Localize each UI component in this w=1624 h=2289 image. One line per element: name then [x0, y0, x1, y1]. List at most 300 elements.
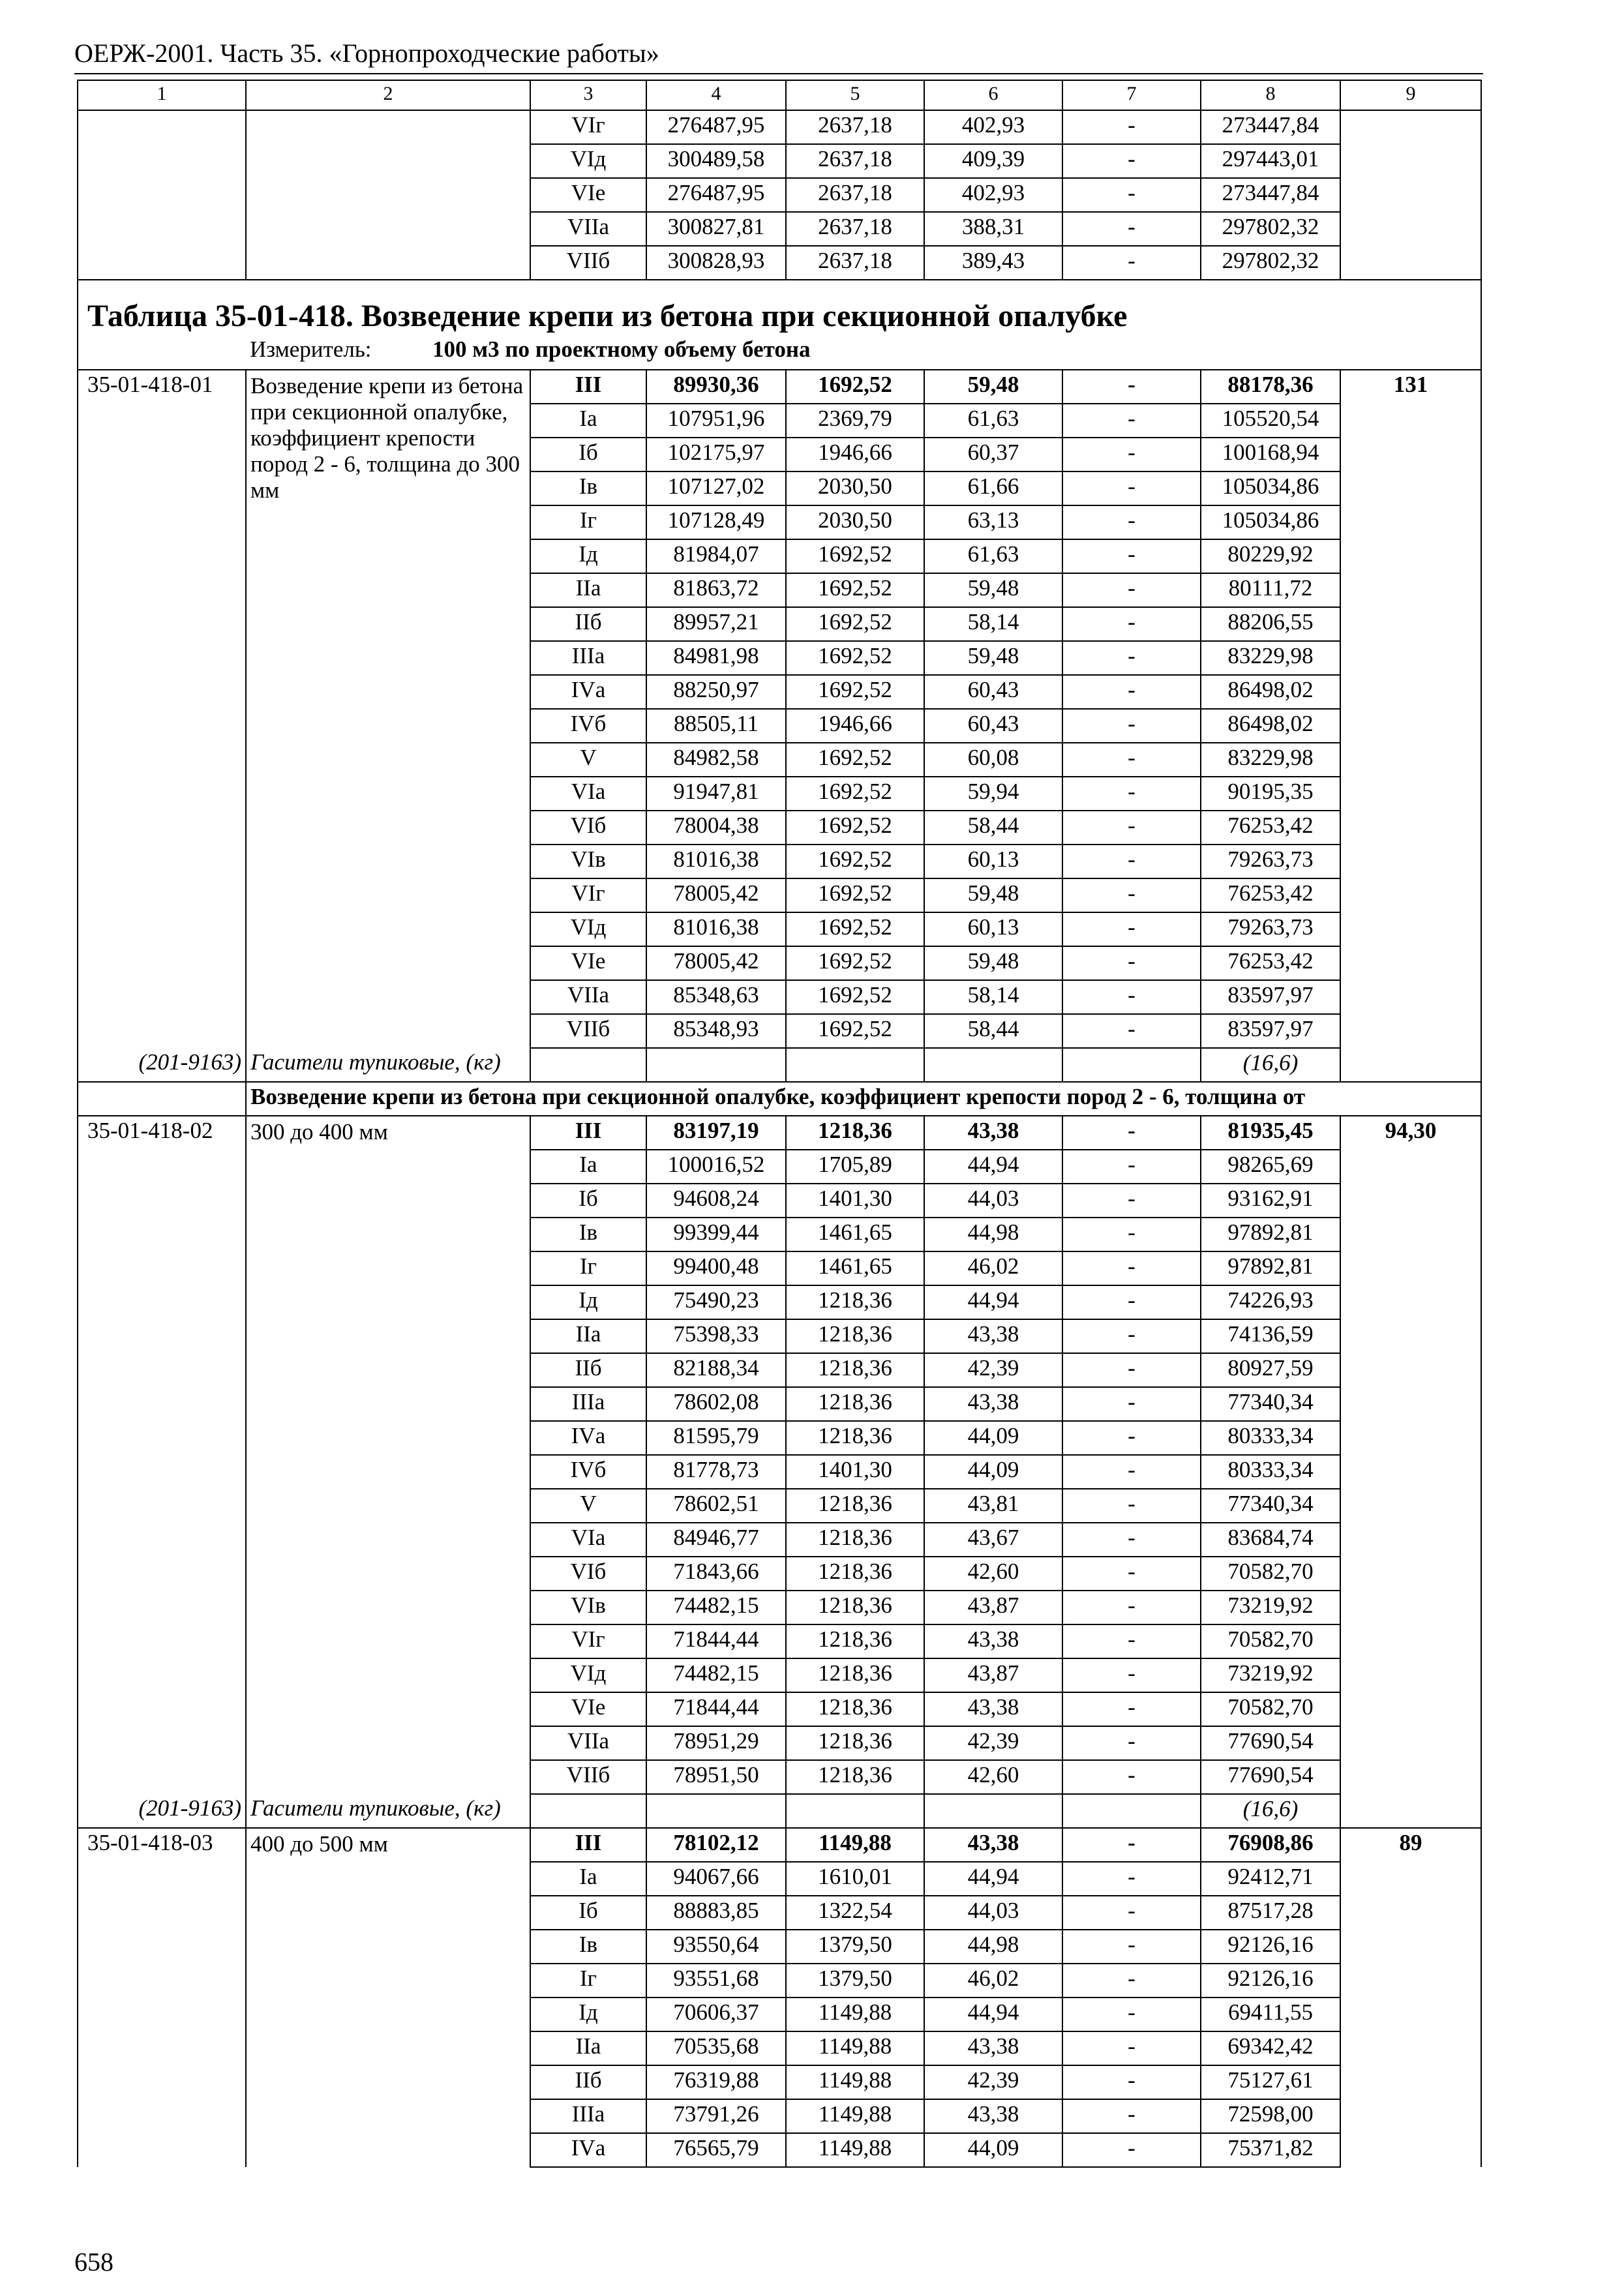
code-cell: [78, 1387, 246, 1421]
code-cell: [78, 110, 246, 144]
value-cell-c7: -: [1062, 811, 1201, 845]
value-cell-c5: 2637,18: [786, 178, 924, 212]
resource-empty: [646, 1794, 786, 1828]
value-cell-c6: 43,38: [924, 1692, 1062, 1726]
value-cell-c7: -: [1062, 178, 1201, 212]
value-cell-c5: 2637,18: [786, 144, 924, 178]
code-cell: [78, 811, 246, 845]
value-cell-c7: -: [1062, 743, 1201, 777]
zone-cell: IIб: [530, 1353, 646, 1387]
value-cell-c8: 297443,01: [1201, 144, 1340, 178]
value-cell-c5: 1149,88: [786, 1997, 924, 2031]
value-cell-c5: 1218,36: [786, 1353, 924, 1387]
value-cell-c7: -: [1062, 1828, 1201, 1862]
zone-cell: VIе: [530, 946, 646, 980]
value-cell-c6: 61,63: [924, 539, 1062, 573]
value-cell-c8: 97892,81: [1201, 1218, 1340, 1251]
value-cell-c8: 97892,81: [1201, 1251, 1340, 1285]
value-cell-c7: -: [1062, 1624, 1201, 1658]
zone-cell: VIIб: [530, 1014, 646, 1048]
value-cell-c7: -: [1062, 1726, 1201, 1760]
norm-cell: [1340, 144, 1481, 178]
code-cell: [78, 539, 246, 573]
code-cell: [78, 573, 246, 607]
table-row: [78, 110, 1481, 144]
value-cell-c8: 80229,92: [1201, 539, 1340, 573]
code-cell: [78, 1624, 246, 1658]
norm-cell: [1340, 845, 1481, 878]
value-cell-c6: 44,94: [924, 1285, 1062, 1319]
code-cell: [78, 1421, 246, 1455]
value-cell-c6: 43,87: [924, 1591, 1062, 1624]
value-cell-c4: 81016,38: [646, 845, 786, 878]
column-numbers-row: [78, 80, 1481, 110]
norm-cell: [1340, 709, 1481, 743]
value-cell-c8: 79263,73: [1201, 845, 1340, 878]
value-cell-c5: 2030,50: [786, 505, 924, 539]
code-cell: [78, 2099, 246, 2133]
value-cell-c6: 43,38: [924, 2031, 1062, 2065]
norm-cell: [1340, 404, 1481, 438]
value-cell-c8: 70582,70: [1201, 1692, 1340, 1726]
value-cell-c7: -: [1062, 2133, 1201, 2167]
zone-cell: Iд: [530, 539, 646, 573]
code-cell: [78, 607, 246, 641]
norm-cell: [1340, 2031, 1481, 2065]
zone-cell: Iг: [530, 1251, 646, 1285]
value-cell-c8: 69411,55: [1201, 1997, 1340, 2031]
code-cell: [78, 946, 246, 980]
value-cell-c8: 273447,84: [1201, 110, 1340, 144]
table-row: [78, 178, 1481, 212]
value-cell-c6: 43,38: [924, 1828, 1062, 1862]
value-cell-c8: 70582,70: [1201, 1624, 1340, 1658]
norm-cell: [1340, 573, 1481, 607]
zone-cell: VIIб: [530, 1760, 646, 1794]
value-cell-c8: 76253,42: [1201, 811, 1340, 845]
value-cell-c4: 88505,11: [646, 709, 786, 743]
description-cell: 300 до 400 мм: [246, 1116, 530, 1794]
value-cell-c4: 78102,12: [646, 1828, 786, 1862]
value-cell-c4: 88250,97: [646, 675, 786, 709]
zone-cell: VIе: [530, 178, 646, 212]
value-cell-c6: 44,09: [924, 1421, 1062, 1455]
value-cell-c7: -: [1062, 2065, 1201, 2099]
code-cell: [78, 1218, 246, 1251]
value-cell-c5: 1692,52: [786, 878, 924, 912]
value-cell-c4: 78005,42: [646, 878, 786, 912]
zone-cell: Iб: [530, 438, 646, 471]
description-cell: [246, 246, 530, 280]
column-number: 9: [1340, 80, 1481, 110]
value-cell-c4: 78005,42: [646, 946, 786, 980]
norm-cell: [1340, 811, 1481, 845]
code-cell: [78, 1692, 246, 1726]
value-cell-c7: -: [1062, 573, 1201, 607]
zone-cell: III: [530, 1116, 646, 1150]
value-cell-c8: 92126,16: [1201, 1930, 1340, 1964]
table-row: [78, 144, 1481, 178]
code-cell: [78, 1353, 246, 1387]
value-cell-c5: 1218,36: [786, 1591, 924, 1624]
value-cell-c5: 1692,52: [786, 912, 924, 946]
value-cell-c8: 83684,74: [1201, 1523, 1340, 1557]
value-cell-c8: 81935,45: [1201, 1116, 1340, 1150]
value-cell-c8: 75371,82: [1201, 2133, 1340, 2167]
column-number: 6: [924, 80, 1062, 110]
zone-cell: IVа: [530, 1421, 646, 1455]
value-cell-c4: 82188,34: [646, 1353, 786, 1387]
value-cell-c4: 78951,29: [646, 1726, 786, 1760]
value-cell-c7: -: [1062, 1251, 1201, 1285]
value-cell-c8: 88206,55: [1201, 607, 1340, 641]
value-cell-c7: -: [1062, 1591, 1201, 1624]
table-row: [78, 1116, 1481, 1150]
value-cell-c4: 74482,15: [646, 1591, 786, 1624]
norm-cell: 131: [1340, 370, 1481, 404]
value-cell-c8: 100168,94: [1201, 438, 1340, 471]
value-cell-c7: -: [1062, 980, 1201, 1014]
value-cell-c8: 72598,00: [1201, 2099, 1340, 2133]
table-row: [78, 212, 1481, 246]
zone-cell: Iа: [530, 404, 646, 438]
value-cell-c5: 1218,36: [786, 1489, 924, 1523]
value-cell-c7: -: [1062, 539, 1201, 573]
norm-cell: [1340, 1726, 1481, 1760]
value-cell-c6: 44,98: [924, 1218, 1062, 1251]
value-cell-c4: 81016,38: [646, 912, 786, 946]
code-cell: [78, 709, 246, 743]
value-cell-c6: 43,81: [924, 1489, 1062, 1523]
value-cell-c8: 77690,54: [1201, 1726, 1340, 1760]
zone-cell: IIб: [530, 607, 646, 641]
norm-cell: [1340, 980, 1481, 1014]
value-cell-c4: 85348,93: [646, 1014, 786, 1048]
value-cell-c8: 98265,69: [1201, 1150, 1340, 1184]
value-cell-c8: 297802,32: [1201, 212, 1340, 246]
value-cell-c8: 80333,34: [1201, 1421, 1340, 1455]
value-cell-c8: 76908,86: [1201, 1828, 1340, 1862]
value-cell-c6: 44,98: [924, 1930, 1062, 1964]
norm-cell: [1340, 212, 1481, 246]
norm-cell: [1340, 1421, 1481, 1455]
value-cell-c5: 1149,88: [786, 2031, 924, 2065]
table-title-row: [78, 280, 1481, 337]
value-cell-c5: 1401,30: [786, 1184, 924, 1218]
code-cell: [78, 2031, 246, 2065]
resource-empty: [646, 1048, 786, 1082]
norm-cell: [1340, 1964, 1481, 1997]
value-cell-c4: 276487,95: [646, 178, 786, 212]
norm-cell: [1340, 1523, 1481, 1557]
code-cell: [78, 505, 246, 539]
resource-empty: [1340, 1794, 1481, 1828]
norm-cell: [1340, 1285, 1481, 1319]
norm-cell: [1340, 2133, 1481, 2167]
zone-cell: Iа: [530, 1150, 646, 1184]
resource-qty: (16,6): [1201, 1794, 1340, 1828]
value-cell-c6: 43,38: [924, 1319, 1062, 1353]
unit-empty: [78, 337, 246, 370]
value-cell-c5: 1322,54: [786, 1896, 924, 1930]
value-cell-c7: -: [1062, 212, 1201, 246]
column-number: 7: [1062, 80, 1201, 110]
code-cell: [78, 438, 246, 471]
code-cell: [78, 1557, 246, 1591]
value-cell-c6: 43,38: [924, 1387, 1062, 1421]
value-cell-c7: -: [1062, 777, 1201, 811]
code-cell: [78, 1489, 246, 1523]
description-cell: [246, 144, 530, 178]
value-cell-c4: 300489,58: [646, 144, 786, 178]
value-cell-c6: 60,43: [924, 709, 1062, 743]
value-cell-c8: 86498,02: [1201, 675, 1340, 709]
value-cell-c8: 92126,16: [1201, 1964, 1340, 1997]
code-cell: [78, 1964, 246, 1997]
value-cell-c5: 1149,88: [786, 1828, 924, 1862]
value-cell-c4: 300827,81: [646, 212, 786, 246]
code-cell: [78, 641, 246, 675]
norm-cell: [1340, 777, 1481, 811]
value-cell-c7: -: [1062, 2099, 1201, 2133]
value-cell-c8: 86498,02: [1201, 709, 1340, 743]
norm-cell: [1340, 1591, 1481, 1624]
zone-cell: IIа: [530, 1319, 646, 1353]
value-cell-c6: 43,38: [924, 2099, 1062, 2133]
zone-cell: Iг: [530, 505, 646, 539]
value-cell-c5: 1149,88: [786, 2065, 924, 2099]
value-cell-c8: 74226,93: [1201, 1285, 1340, 1319]
value-cell-c5: 2030,50: [786, 471, 924, 505]
code-cell: [78, 1285, 246, 1319]
code-cell: [78, 404, 246, 438]
value-cell-c4: 89957,21: [646, 607, 786, 641]
value-cell-c4: 71844,44: [646, 1692, 786, 1726]
value-cell-c8: 87517,28: [1201, 1896, 1340, 1930]
value-cell-c4: 76565,79: [646, 2133, 786, 2167]
value-cell-c5: 1218,36: [786, 1760, 924, 1794]
zone-cell: IVб: [530, 709, 646, 743]
column-number: 1: [78, 80, 246, 110]
zone-cell: VIа: [530, 777, 646, 811]
value-cell-c5: 1692,52: [786, 539, 924, 573]
column-number: 2: [246, 80, 530, 110]
value-cell-c7: -: [1062, 1930, 1201, 1964]
norm-cell: [1340, 607, 1481, 641]
value-cell-c8: 77690,54: [1201, 1760, 1340, 1794]
value-cell-c8: 79263,73: [1201, 912, 1340, 946]
value-cell-c6: 59,48: [924, 946, 1062, 980]
value-cell-c8: 105034,86: [1201, 471, 1340, 505]
value-cell-c4: 76319,88: [646, 2065, 786, 2099]
value-cell-c4: 78602,51: [646, 1489, 786, 1523]
value-cell-c5: 1149,88: [786, 2133, 924, 2167]
value-cell-c4: 81984,07: [646, 539, 786, 573]
resource-empty: [924, 1794, 1062, 1828]
value-cell-c4: 75490,23: [646, 1285, 786, 1319]
norm-cell: [1340, 1184, 1481, 1218]
value-cell-c5: 1692,52: [786, 607, 924, 641]
code-cell: [78, 1591, 246, 1624]
value-cell-c8: 76253,42: [1201, 878, 1340, 912]
zone-cell: IIIа: [530, 2099, 646, 2133]
value-cell-c6: 42,39: [924, 2065, 1062, 2099]
zone-cell: IVа: [530, 2133, 646, 2167]
description-cell: [246, 110, 530, 144]
value-cell-c4: 94067,66: [646, 1862, 786, 1896]
value-cell-c6: 42,60: [924, 1557, 1062, 1591]
page-number: 658: [74, 2247, 113, 2277]
value-cell-c6: 58,44: [924, 811, 1062, 845]
value-cell-c5: 2369,79: [786, 404, 924, 438]
norm-cell: [1340, 505, 1481, 539]
value-cell-c4: 71843,66: [646, 1557, 786, 1591]
value-cell-c5: 1692,52: [786, 980, 924, 1014]
value-cell-c4: 100016,52: [646, 1150, 786, 1184]
zone-cell: IIа: [530, 2031, 646, 2065]
resource-code: (201-9163): [78, 1048, 246, 1082]
value-cell-c4: 84981,98: [646, 641, 786, 675]
value-cell-c5: 1461,65: [786, 1251, 924, 1285]
value-cell-c7: -: [1062, 370, 1201, 404]
unit-value: 100 м3 по проектному объему бетона: [432, 337, 811, 362]
zone-cell: VIб: [530, 1557, 646, 1591]
zone-cell: Iв: [530, 1218, 646, 1251]
norm-cell: 94,30: [1340, 1116, 1481, 1150]
zone-cell: VIе: [530, 1692, 646, 1726]
zone-cell: Iв: [530, 1930, 646, 1964]
value-cell-c4: 81595,79: [646, 1421, 786, 1455]
value-cell-c4: 74482,15: [646, 1658, 786, 1692]
value-cell-c5: 2637,18: [786, 110, 924, 144]
value-cell-c6: 59,48: [924, 370, 1062, 404]
norm-cell: [1340, 946, 1481, 980]
code-cell: [78, 2133, 246, 2167]
value-cell-c4: 88883,85: [646, 1896, 786, 1930]
value-cell-c4: 75398,33: [646, 1319, 786, 1353]
value-cell-c7: -: [1062, 675, 1201, 709]
value-cell-c4: 89930,36: [646, 370, 786, 404]
value-cell-c5: 1379,50: [786, 1964, 924, 1997]
value-cell-c8: 80927,59: [1201, 1353, 1340, 1387]
zone-cell: IIIа: [530, 1387, 646, 1421]
code-cell: [78, 1014, 246, 1048]
value-cell-c7: -: [1062, 505, 1201, 539]
zone-cell: Iд: [530, 1997, 646, 2031]
value-cell-c8: 80333,34: [1201, 1455, 1340, 1489]
norm-cell: [1340, 1862, 1481, 1896]
code-cell: [78, 878, 246, 912]
zone-cell: Iг: [530, 1964, 646, 1997]
value-cell-c6: 63,13: [924, 505, 1062, 539]
zone-cell: Iа: [530, 1862, 646, 1896]
value-cell-c4: 84982,58: [646, 743, 786, 777]
code-cell: [78, 675, 246, 709]
value-cell-c5: 1401,30: [786, 1455, 924, 1489]
value-cell-c4: 85348,63: [646, 980, 786, 1014]
norm-cell: [1340, 1014, 1481, 1048]
value-cell-c7: -: [1062, 1523, 1201, 1557]
value-cell-c6: 44,03: [924, 1184, 1062, 1218]
value-cell-c6: 42,39: [924, 1353, 1062, 1387]
code-cell: [78, 777, 246, 811]
value-cell-c7: -: [1062, 1896, 1201, 1930]
resource-empty: [924, 1048, 1062, 1082]
value-cell-c7: -: [1062, 1997, 1201, 2031]
value-cell-c5: 1218,36: [786, 1523, 924, 1557]
page-header: ОЕРЖ-2001. Часть 35. «Горнопроходческие работы»: [74, 38, 659, 68]
resource-qty: (16,6): [1201, 1048, 1340, 1082]
value-cell-c4: 93550,64: [646, 1930, 786, 1964]
zone-cell: III: [530, 1828, 646, 1862]
value-cell-c8: 75127,61: [1201, 2065, 1340, 2099]
column-number: 5: [786, 80, 924, 110]
resource-empty: [530, 1048, 646, 1082]
value-cell-c4: 107127,02: [646, 471, 786, 505]
value-cell-c7: -: [1062, 607, 1201, 641]
code-cell: [78, 1150, 246, 1184]
code-cell: [78, 980, 246, 1014]
code-cell: [78, 212, 246, 246]
value-cell-c5: 1946,66: [786, 438, 924, 471]
norm-cell: [1340, 1455, 1481, 1489]
value-cell-c4: 102175,97: [646, 438, 786, 471]
value-cell-c6: 58,14: [924, 607, 1062, 641]
zone-cell: IIб: [530, 2065, 646, 2099]
zone-cell: VIа: [530, 1523, 646, 1557]
zone-cell: VIIб: [530, 246, 646, 280]
value-cell-c6: 43,67: [924, 1523, 1062, 1557]
code-cell: 35-01-418-03: [78, 1828, 246, 1862]
value-cell-c8: 105034,86: [1201, 505, 1340, 539]
value-cell-c7: -: [1062, 1285, 1201, 1319]
norm-cell: [1340, 246, 1481, 280]
value-cell-c4: 99400,48: [646, 1251, 786, 1285]
value-cell-c4: 83197,19: [646, 1116, 786, 1150]
value-cell-c4: 99399,44: [646, 1218, 786, 1251]
norm-cell: [1340, 1930, 1481, 1964]
value-cell-c7: -: [1062, 1692, 1201, 1726]
value-cell-c5: 1946,66: [786, 709, 924, 743]
value-cell-c7: -: [1062, 1150, 1201, 1184]
value-cell-c8: 83597,97: [1201, 1014, 1340, 1048]
value-cell-c6: 60,43: [924, 675, 1062, 709]
value-cell-c7: -: [1062, 1218, 1201, 1251]
value-cell-c6: 59,94: [924, 777, 1062, 811]
value-cell-c8: 77340,34: [1201, 1489, 1340, 1523]
value-cell-c8: 273447,84: [1201, 178, 1340, 212]
value-cell-c4: 70535,68: [646, 2031, 786, 2065]
value-cell-c4: 78004,38: [646, 811, 786, 845]
norm-cell: [1340, 743, 1481, 777]
zone-cell: VIд: [530, 1658, 646, 1692]
value-cell-c7: -: [1062, 1557, 1201, 1591]
value-cell-c5: 1692,52: [786, 811, 924, 845]
resource-row: [78, 1794, 1481, 1828]
norm-cell: [1340, 1760, 1481, 1794]
value-cell-c5: 1218,36: [786, 1726, 924, 1760]
value-cell-c7: -: [1062, 946, 1201, 980]
value-cell-c8: 297802,32: [1201, 246, 1340, 280]
value-cell-c8: 69342,42: [1201, 2031, 1340, 2065]
value-cell-c4: 73791,26: [646, 2099, 786, 2133]
norm-cell: [1340, 178, 1481, 212]
value-cell-c7: -: [1062, 1014, 1201, 1048]
zone-cell: V: [530, 1489, 646, 1523]
unit-row: [78, 337, 1481, 370]
value-cell-c8: 70582,70: [1201, 1557, 1340, 1591]
zone-cell: Iв: [530, 471, 646, 505]
